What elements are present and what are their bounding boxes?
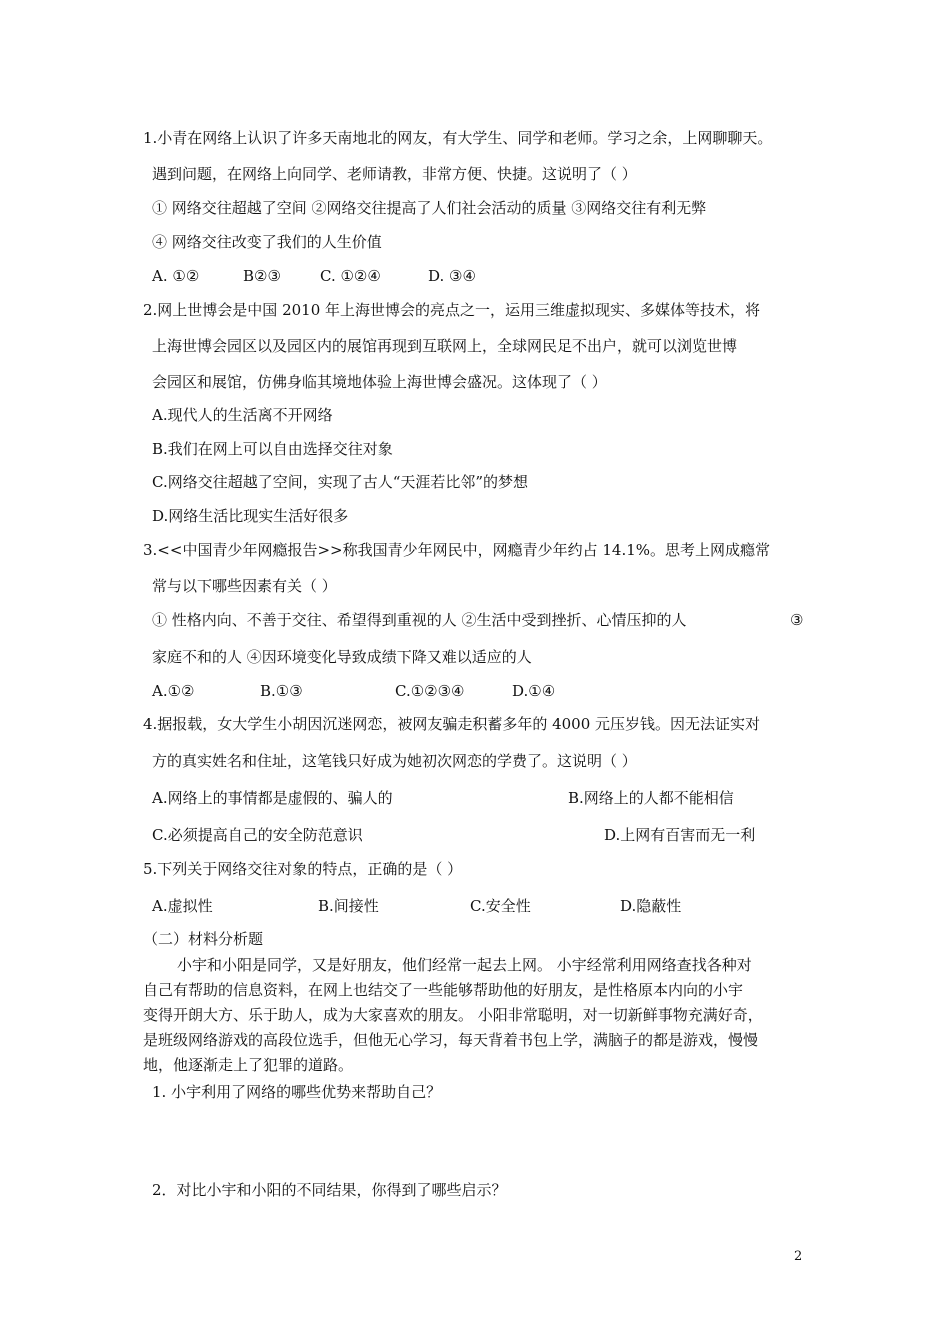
- q1-option-b: B②③: [243, 267, 281, 285]
- q2-option-c: C.网络交往超越了空间，实现了古人“天涯若比邻”的梦想: [152, 473, 529, 491]
- q5-option-d: D.隐蔽性: [620, 897, 682, 915]
- q3-option-a: A.①②: [152, 682, 195, 700]
- q1-option-d: D. ③④: [428, 267, 476, 285]
- material-heading: （二）材料分析题: [143, 930, 264, 948]
- q3-statements-line-2: 家庭不和的人 ④因环境变化导致成绩下降又难以适应的人: [152, 648, 532, 666]
- material-paragraph-line-4: 是班级网络游戏的高段位选手，但他无心学习，每天背着书包上学，满脑子的都是游戏，慢慢: [143, 1031, 759, 1049]
- q1-statements-line-2: ④ 网络交往改变了我们的人生价值: [152, 233, 382, 251]
- q4-option-b: B.网络上的人都不能相信: [568, 789, 734, 807]
- q3-statement-3-marker: ③: [790, 611, 804, 629]
- page-number: 2: [794, 1249, 803, 1264]
- q5-stem-line-1: 5.下列关于网络交往对象的特点，正确的是（ ）: [143, 860, 463, 878]
- material-question-2: 2．对比小宇和小阳的不同结果，你得到了哪些启示？: [152, 1181, 507, 1199]
- q4-option-d: D.上网有百害而无一利: [604, 826, 756, 844]
- q3-option-d: D.①④: [512, 682, 556, 700]
- q1-stem-line-1: 1.小青在网络上认识了许多天南地北的网友，有大学生、同学和老师。学习之余，上网聊聊天。: [143, 129, 773, 147]
- q1-option-a: A. ①②: [152, 267, 200, 285]
- q4-option-a: A.网络上的事情都是虚假的、骗人的: [152, 789, 393, 807]
- material-question-1: 1. 小宇利用了网络的哪些优势来帮助自己？: [152, 1083, 442, 1101]
- q2-stem-line-2: 上海世博会园区以及园区内的展馆再现到互联网上，全球网民足不出户，就可以浏览世博: [152, 337, 738, 355]
- q1-option-c: C. ①②④: [320, 267, 381, 285]
- q3-option-b: B.①③: [260, 682, 303, 700]
- q1-statements-line-1: ① 网络交往超越了空间 ②网络交往提高了人们社会活动的质量 ③网络交往有利无弊: [152, 199, 707, 217]
- q2-stem-line-1: 2.网上世博会是中国 2010 年上海世博会的亮点之一，运用三维虚拟现实、多媒体等技术，将: [143, 301, 761, 319]
- material-paragraph-line-3: 变得开朗大方、乐于助人，成为大家喜欢的朋友。 小阳非常聪明，对一切新鲜事物充满好奇，: [143, 1006, 763, 1024]
- q3-statements-line-1: ① 性格内向、不善于交往、希望得到重视的人 ②生活中受到挫折、心情压抑的人: [152, 611, 687, 629]
- q2-option-b: B.我们在网上可以自由选择交往对象: [152, 440, 393, 458]
- q5-option-c: C.安全性: [470, 897, 531, 915]
- q2-option-d: D.网络生活比现实生活好很多: [152, 507, 349, 525]
- q4-stem-line-2: 方的真实姓名和住址，这笔钱只好成为她初次网恋的学费了。这说明（ ）: [152, 752, 637, 770]
- q2-option-a: A.现代人的生活离不开网络: [152, 406, 333, 424]
- q5-option-a: A.虚拟性: [152, 897, 213, 915]
- q4-stem-line-1: 4.据报载，女大学生小胡因沉迷网恋，被网友骗走积蓄多年的 4000 元压岁钱。因无法证实对: [143, 715, 761, 733]
- q3-stem-line-1: 3.<<中国青少年网瘾报告>>称我国青少年网民中，网瘾青少年约占 14.1%。思考上网成瘾常: [143, 541, 771, 559]
- material-paragraph-line-1: 小宇和小阳是同学，又是好朋友，他们经常一起去上网。 小宇经常利用网络查找各种对: [177, 956, 752, 974]
- q2-stem-line-3: 会园区和展馆，仿佛身临其境地体验上海世博会盛况。这体现了（ ）: [152, 373, 607, 391]
- q3-option-c: C.①②③④: [395, 682, 465, 700]
- q5-option-b: B.间接性: [318, 897, 379, 915]
- material-paragraph-line-2: 自己有帮助的信息资料，在网上也结交了一些能够帮助他的好朋友，是性格原本内向的小宇: [143, 981, 744, 999]
- q3-stem-line-2: 常与以下哪些因素有关（ ）: [152, 577, 337, 595]
- q4-option-c: C.必须提高自己的安全防范意识: [152, 826, 363, 844]
- q1-stem-line-2: 遇到问题，在网络上向同学、老师请教，非常方便、快捷。这说明了（ ）: [152, 165, 637, 183]
- material-paragraph-line-5: 地，他逐渐走上了犯罪的道路。: [143, 1056, 354, 1074]
